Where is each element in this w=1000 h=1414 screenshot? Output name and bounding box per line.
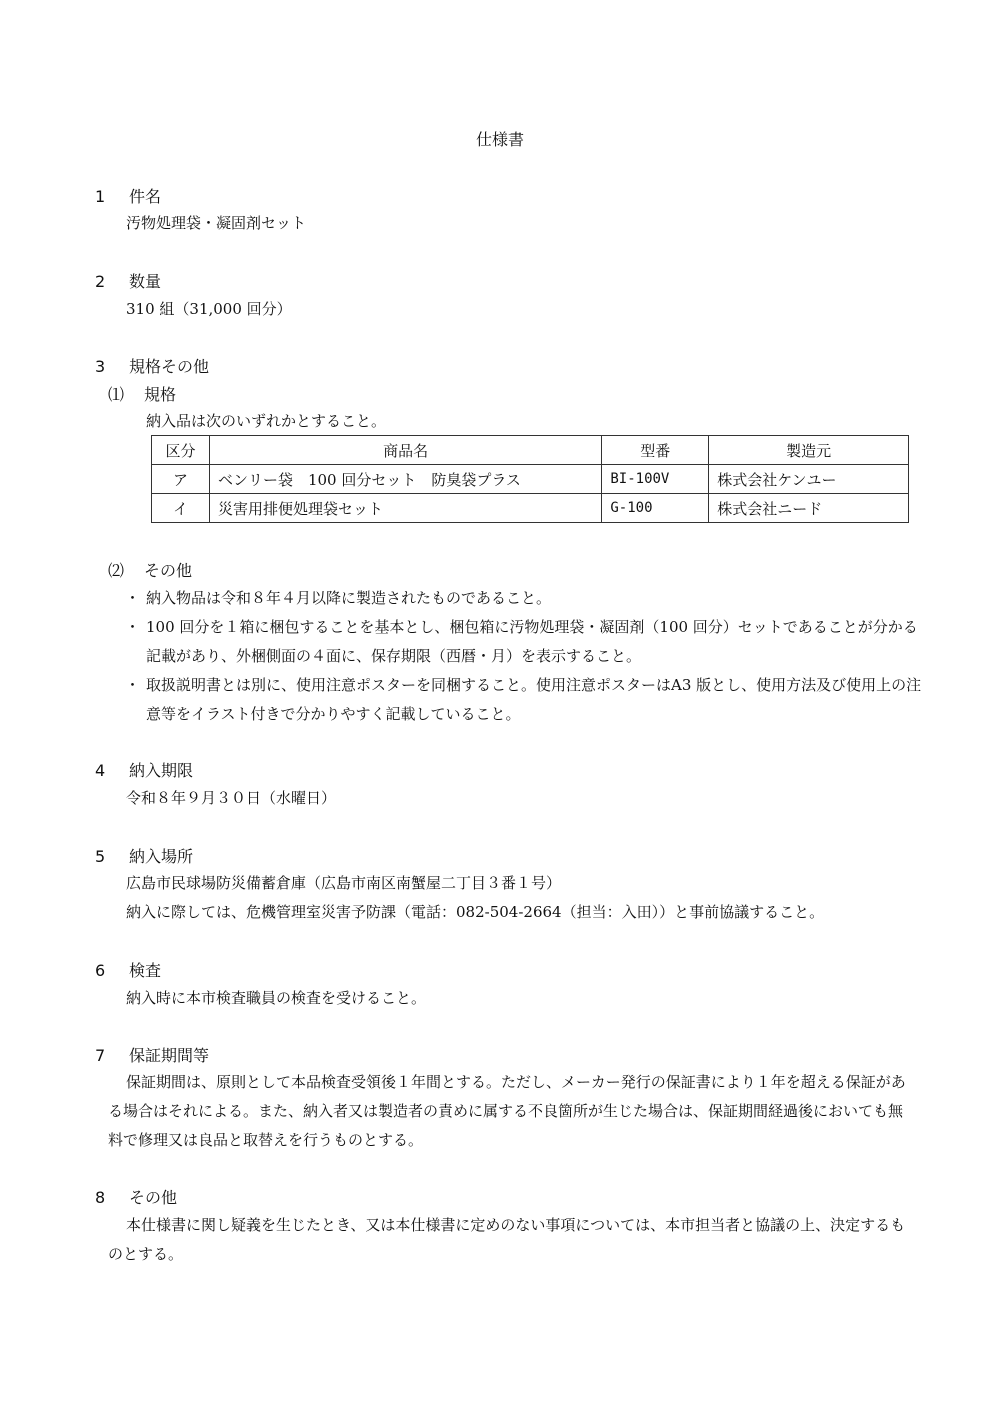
table-cell: 株式会社ケンユー — [709, 465, 909, 494]
list-item-text: 取扱説明書とは別に、使用注意ポスターを同梱すること。使用注意ポスターはA3 版とし、使用方法及び使用上の注意等をイラスト付きで分かりやすく記載していること。 — [146, 676, 922, 723]
section-title: その他 — [129, 1188, 178, 1207]
section-heading-2 — [95, 270, 161, 294]
section-title: 保証期間等 — [129, 1046, 210, 1065]
section-heading-7 — [95, 1044, 209, 1068]
list-item — [125, 584, 925, 613]
delivery-place-text: 広島市民球場防災備蓄倉庫（広島市南区南蟹屋二丁目３番１号） — [126, 874, 562, 892]
table-row — [152, 494, 909, 523]
bullet-mark: ・ — [125, 676, 141, 694]
warranty-paragraph: 保証期間は、原則として本品検査受領後１年間とする。ただし、メーカー発行の保証書により１年を超える保証がある場合はそれによる。また、納入者又は製造者の責めに属する不良箇所が生じた場合は、保証期間経過後においても無料で修理又は良品と取替えを行うものとする。 — [108, 1073, 906, 1149]
list-item — [125, 671, 925, 729]
section-number: 7 — [95, 1046, 106, 1065]
table-row — [152, 465, 909, 494]
column-header: 製造元 — [709, 436, 909, 465]
table-cell: 災害用排便処理袋セット — [209, 494, 601, 523]
list-item-text: 100 回分を１箱に梱包することを基本とし、梱包箱に汚物処理袋・凝固剤（100 回分）セットであることが分かる記載があり、外梱側面の４面に、保存期限（西暦・月）を表示すること。 — [146, 618, 918, 665]
section-title: 納入場所 — [129, 847, 194, 866]
bullet-mark: ・ — [125, 589, 141, 607]
bullet-mark: ・ — [125, 618, 141, 636]
table-cell: 株式会社ニード — [709, 494, 909, 523]
table-cell: イ — [152, 494, 210, 523]
delivery-note-text: 納入に際しては、危機管理室災害予防課（電話：082-504-2664（担当：入田））と事前協議すること。 — [126, 903, 825, 921]
column-header: 商品名 — [209, 436, 601, 465]
subsection-number: ⑵ — [108, 561, 125, 580]
table-cell: BI-100V — [602, 465, 709, 494]
column-header: 区分 — [152, 436, 210, 465]
section-heading-8 — [95, 1186, 177, 1210]
section-heading-5 — [95, 845, 193, 869]
delivery-deadline-text: 令和８年９月３０日（水曜日） — [126, 789, 337, 807]
subsection-title: 規格 — [144, 385, 177, 404]
section-number: 8 — [95, 1188, 106, 1207]
subsection-number: ⑴ — [108, 385, 125, 404]
product-spec-table — [151, 435, 909, 523]
list-item — [125, 613, 925, 671]
list-item-text: 納入物品は令和８年４月以降に製造されたものであること。 — [146, 589, 552, 607]
subsection-heading-1 — [108, 383, 176, 407]
section-title: 検査 — [129, 961, 162, 980]
table-cell: ベンリー袋 100 回分セット 防臭袋プラス — [209, 465, 601, 494]
subsection-title: その他 — [144, 561, 193, 580]
table-header-row — [152, 436, 909, 465]
section-heading-4 — [95, 759, 193, 783]
section-number: 2 — [95, 272, 106, 291]
table-cell: ア — [152, 465, 210, 494]
section-heading-6 — [95, 959, 161, 983]
table-cell: G-100 — [602, 494, 709, 523]
section-number: 4 — [95, 761, 106, 780]
section-heading-1 — [95, 185, 161, 209]
subsection-heading-2 — [108, 559, 192, 583]
section-title: 件名 — [129, 187, 162, 206]
section-heading-3 — [95, 355, 209, 379]
section-title: 規格その他 — [129, 357, 210, 376]
column-header: 型番 — [602, 436, 709, 465]
page-title: 仕様書 — [475, 130, 524, 149]
section-title: 数量 — [129, 272, 162, 291]
quantity-text: 310 組（31,000 回分） — [126, 300, 292, 318]
item-name-text: 汚物処理袋・凝固剤セット — [126, 214, 307, 232]
other-paragraph: 本仕様書に関し疑義を生じたとき、又は本仕様書に定めのない事項については、本市担当者と協議の上、決定するものとする。 — [108, 1216, 906, 1263]
section-number: 5 — [95, 847, 106, 866]
section-title: 納入期限 — [129, 761, 194, 780]
inspection-text: 納入時に本市検査職員の検査を受けること。 — [126, 989, 427, 1007]
spec-intro-text: 納入品は次のいずれかとすること。 — [146, 412, 387, 430]
section-number: 1 — [95, 187, 106, 206]
section-number: 6 — [95, 961, 106, 980]
section-number: 3 — [95, 357, 106, 376]
